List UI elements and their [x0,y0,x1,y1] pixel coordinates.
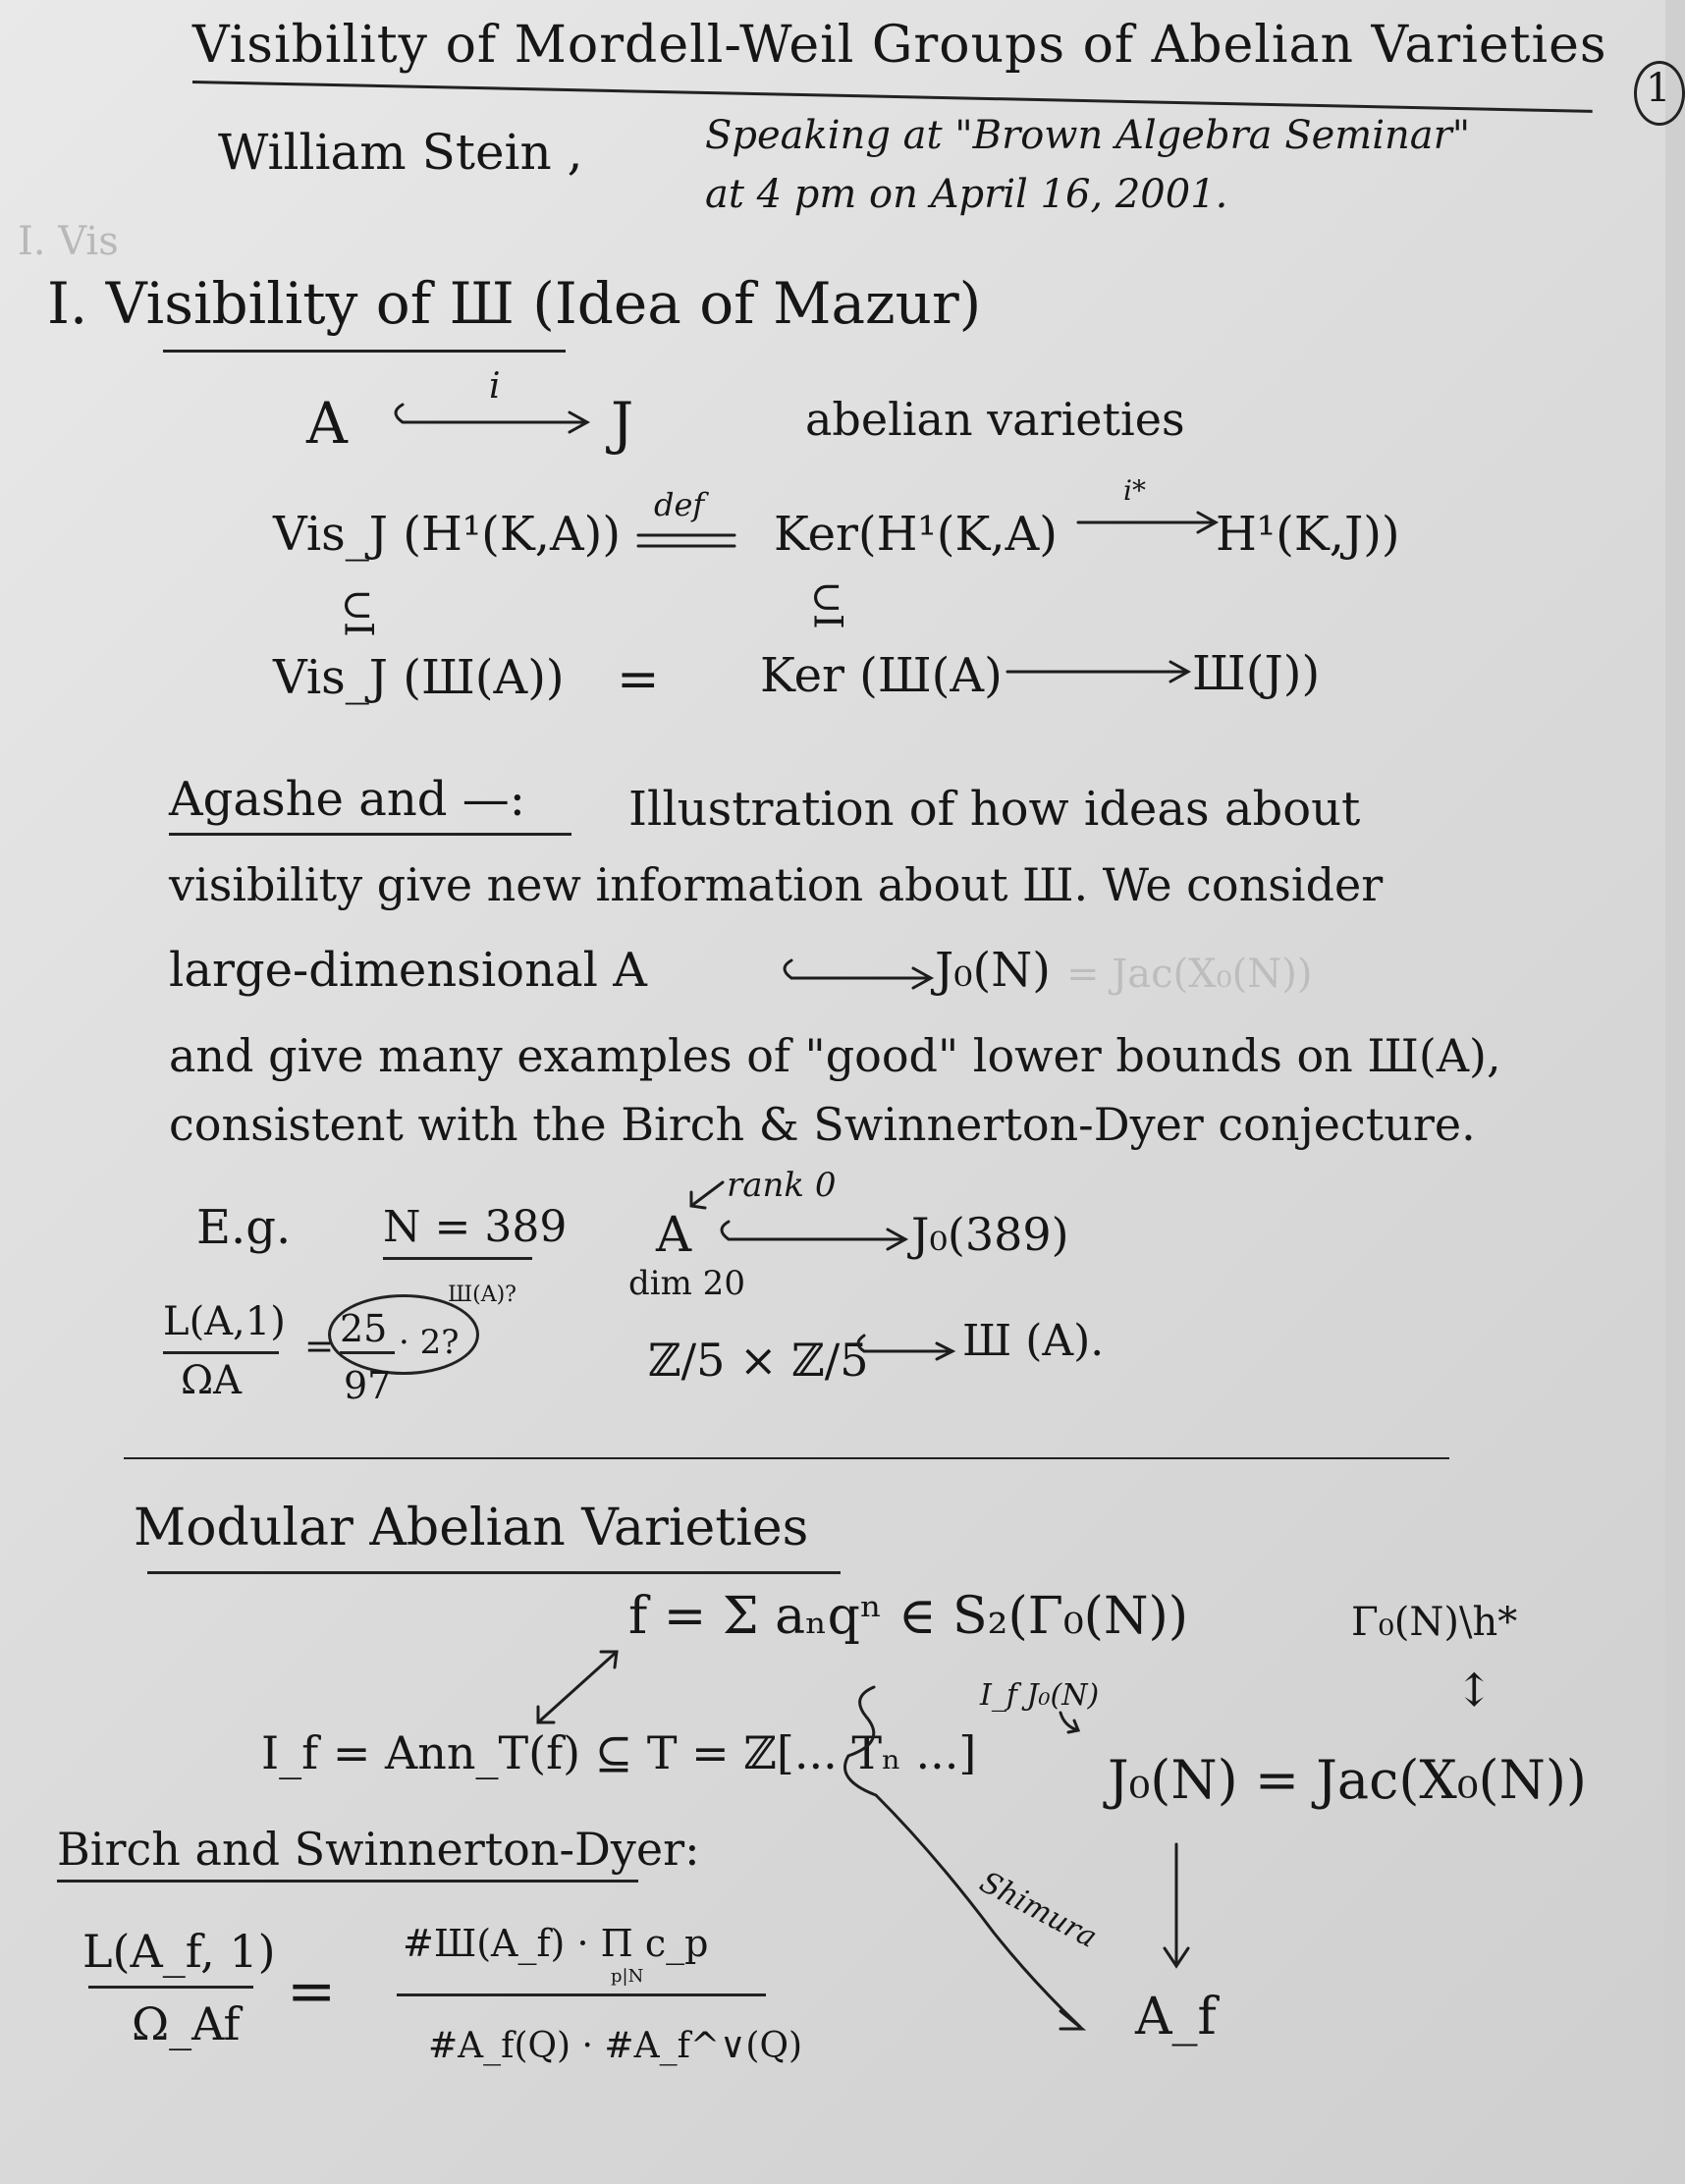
example-dim: dim 20 [628,1264,745,1303]
event-line-2: at 4 pm on April 16, 2001. [705,172,1228,217]
agashe-line-3a: large-dimensional A [169,943,647,998]
example-ratio-den: ΩA [181,1358,243,1403]
modular-curve-quotient: Γ₀(N)\h* [1351,1600,1518,1645]
abelian-varieties-note: abelian varieties [805,393,1185,446]
hecke-ideal: I_f = Ann_T(f) ⊆ T = ℤ[... Tₙ ...] [261,1726,977,1779]
newform-definition: f = Σ aₙqⁿ ∈ S₂(Γ₀(N)) [628,1587,1189,1646]
example-A: A [656,1206,692,1263]
vis-sha-rhs: Ker (Ш(A) [760,648,1003,703]
vis-sha-target: Ш(J)) [1192,646,1321,701]
if-j0-arrow [1060,1713,1078,1732]
vis-def-eq: def [654,486,705,523]
agashe-line-1: Illustration of how ideas about [628,782,1361,837]
if-j0-label: I_f J₀(N) [980,1678,1100,1713]
vis-def-lhs: Vis_J (H¹(K,A)) [273,507,622,562]
embed-A: A [306,390,348,457]
example-group-target: Ш (A). [962,1316,1105,1366]
agashe-line-2: visibility give new information about Ш. We consider [169,858,1384,911]
page-number: 1 [1646,66,1671,111]
example-group: ℤ/5 × ℤ/5 [648,1334,869,1387]
example-power: · 2? [399,1323,460,1362]
embed-J: J [611,390,634,457]
bsd-rhs-sub: p|N [611,1966,644,1987]
speaker-name: William Stein , [218,124,583,181]
vis-def-map-label: i* [1123,474,1146,507]
group-hook-arrow [858,1336,952,1359]
section1-heading: I. Visibility of Ш (Idea of Mazur) [47,270,982,337]
bsd-eq: = [287,1957,337,2026]
bsd-rhs-num: #Ш(A_f) · Π c_p [403,1922,709,1965]
subset-symbol-right: ∪I [804,580,850,629]
faint-margin-note: I. Vis [18,219,119,264]
newform-ideal-arrow [538,1652,617,1722]
bsd-heading: Birch and Swinnerton-Dyer: [57,1823,700,1876]
example-sha-note: Ш(A)? [448,1283,516,1307]
example-frac-num: 25 [340,1307,388,1350]
page-title: Visibility of Mordell-Weil Groups of Abelian Varieties [192,16,1607,75]
agashe-line-4: and give many examples of "good" lower bounds on Ш(A), [169,1029,1501,1082]
vis-sha-eq: = [617,650,660,709]
bsd-rhs-den: #A_f(Q) · #A_f^∨(Q) [428,2026,803,2066]
event-line-1: Speaking at "Brown Algebra Seminar" [705,113,1471,158]
updown-arrow: ↕ [1455,1664,1494,1717]
vis-def-target: H¹(K,J)) [1216,507,1400,562]
agashe-hook-arrow [785,960,931,988]
vis-def-rhs: Ker(H¹(K,A) [774,507,1058,562]
vis-sha-arrow [1007,662,1188,682]
example-eq: = [304,1327,335,1367]
agashe-line-3b: J₀(N) [935,943,1051,998]
embed-hook-arrow [396,405,587,432]
section2-heading: Modular Abelian Varieties [134,1499,809,1557]
shimura-label: Shimura [974,1865,1103,1955]
vis-def-double-eq [638,535,734,546]
agashe-line-3c: = Jac(X₀(N)) [1066,952,1313,997]
example-rank-note: rank 0 [727,1166,837,1205]
agashe-line-5: consistent with the Birch & Swinnerton-Dyer conjecture. [169,1098,1476,1151]
example-eg: E.g. [196,1200,292,1255]
agashe-label: Agashe and —: [169,772,525,827]
vis-sha-lhs: Vis_J (Ш(A)) [273,650,565,705]
abelian-variety-af: A_f [1135,1988,1217,2047]
rank-note-arrow [691,1182,723,1208]
example-J0: J₀(389) [911,1208,1069,1261]
vis-def-arrow [1078,513,1216,532]
example-hook-arrow [722,1222,905,1249]
shimura-arrow [845,1687,1083,2029]
bsd-lhs-num: L(A_f, 1) [82,1925,276,1978]
example-ratio-num: L(A,1) [163,1299,286,1344]
embed-map-label: i [489,366,501,407]
subset-symbol-left: ∪I [335,588,381,637]
jacobian-down-arrow [1165,1844,1188,1966]
example-frac-den: 97 [344,1364,392,1407]
example-level: N = 389 [383,1202,568,1252]
jacobian-j0: J₀(N) = Jac(X₀(N)) [1108,1749,1587,1811]
bsd-lhs-den: Ω_Af [132,1997,241,2050]
